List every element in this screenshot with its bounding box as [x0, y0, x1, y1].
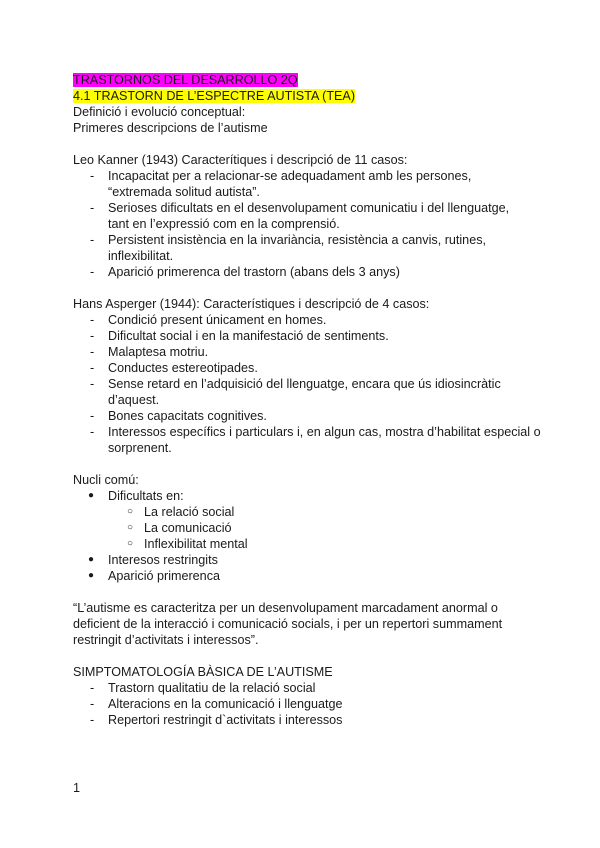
subtitle-first-descriptions: Primeres descripcions de l’autisme: [73, 121, 268, 135]
nucli-list-2: [73, 552, 543, 584]
subtitle-definition: Definició i evolució conceptual:: [73, 105, 246, 119]
list-item: - Interessos específics i particulars i, en algun cas, mostra d’habilitat especial o sorprenent.: [73, 424, 578, 456]
document-page: [73, 72, 543, 728]
list-item: ● Interesos restringits: [73, 552, 543, 568]
nucli-sublist: [73, 504, 543, 552]
kanner-heading: Leo Kanner (1943) Caracterítiques i descripció de 11 casos:: [73, 153, 408, 167]
symptoms-list: [73, 680, 543, 728]
list-item: - Repertori restringit d`activitats i interessos: [73, 712, 543, 728]
list-item: ● Aparició primerenca: [73, 568, 543, 584]
list-item: - Alteracions en la comunicació i llenguatge: [73, 696, 543, 712]
list-item: - Serioses dificultats en el desenvolupament comunicatiu i del llenguatge, tant en l’expressió com en la comprensió.: [73, 200, 512, 232]
asperger-heading: Hans Asperger (1944): Característiques i descripció de 4 casos:: [73, 297, 430, 311]
nucli-heading: Nucli comú:: [73, 473, 139, 487]
kanner-list: [73, 168, 543, 280]
document-title: TRASTORNOS DEL DESARROLLO 2Q: [73, 73, 298, 87]
autism-definition-quote: “L’autisme es caracteritza per un desenvolupament marcadament anormal o deficient de la interacció i comunicació socials, i per un repertori summament restringit d’activitats i interessos”.: [73, 601, 503, 647]
symptoms-heading: SIMPTOMATOLOGÍA BÀSICA DE L’AUTISME: [73, 665, 333, 679]
list-item: - Aparició primerenca del trastorn (abans dels 3 anys): [73, 264, 578, 280]
nucli-list: [73, 488, 543, 504]
list-item: ○ Inflexibilitat mental: [73, 536, 543, 552]
list-item: - Bones capacitats cognitives.: [73, 408, 578, 424]
section-title: 4.1 TRASTORN DE L’ESPECTRE AUTISTA (TEA): [73, 89, 356, 103]
list-item: ● Dificultats en:: [73, 488, 543, 504]
page-number: 1: [73, 781, 81, 795]
asperger-list: [73, 312, 543, 456]
list-item: - Conductes estereotipades.: [73, 360, 578, 376]
list-item: - Persistent insistència en la invariància, resistència a canvis, rutines, inflexibilitat.: [73, 232, 510, 264]
list-item: - Condició present únicament en homes.: [73, 312, 578, 328]
list-item: - Incapacitat per a relacionar-se adequadament amb les persones, “extremada solitud autista”.: [73, 168, 508, 200]
list-item: ○ La relació social: [73, 504, 543, 520]
list-item: - Malaptesa motriu.: [73, 344, 578, 360]
list-item: - Dificultat social i en la manifestació de sentiments.: [73, 328, 578, 344]
list-item: ○ La comunicació: [73, 520, 543, 536]
list-item: - Trastorn qualitatiu de la relació social: [73, 680, 543, 696]
list-item: - Sense retard en l’adquisició del llenguatge, encara que ús idiosincràtic d’aquest.: [73, 376, 516, 408]
